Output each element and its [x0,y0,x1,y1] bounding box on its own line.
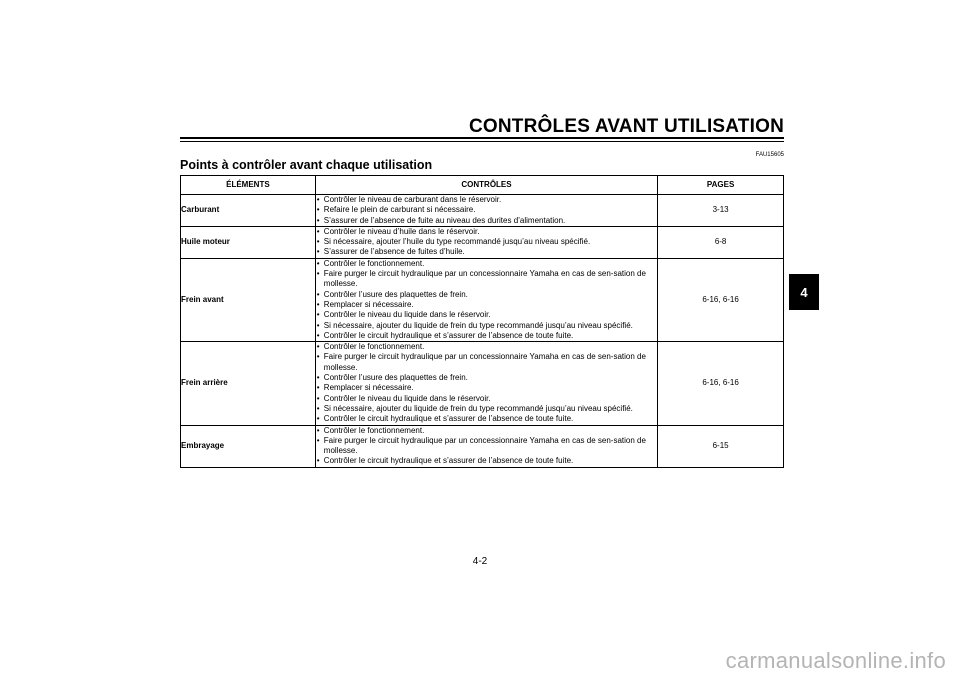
check-item: • Contrôler le fonctionnement. [316,426,657,436]
page-number: 4-2 [472,556,488,567]
row-item-name: Carburant [181,195,316,227]
header-rule-thick [180,137,784,139]
check-item: • Contrôler l’usure des plaquettes de frein. [316,290,657,300]
table-body [181,195,784,468]
row-pages: 6-16, 6-16 [658,342,784,425]
check-list [316,259,657,341]
check-item: • Faire purger le circuit hydraulique par un concessionnaire Yamaha en cas de sen-sation de mollesse. [316,269,657,290]
row-pages: 3-13 [658,195,784,227]
watermark: carmanualsonline.info [725,648,946,673]
check-item: • Si nécessaire, ajouter du liquide de frein du type recommandé jusqu’au niveau spécifié. [316,404,657,414]
row-checks [315,342,657,425]
check-item: • Contrôler le niveau d’huile dans le réservoir. [316,227,657,237]
check-list [316,342,657,424]
check-item: • Contrôler le fonctionnement. [316,342,657,352]
row-pages: 6-15 [658,425,784,467]
check-item: • Remplacer si nécessaire. [316,300,657,310]
table-row [181,342,784,425]
row-item-name: Huile moteur [181,226,316,258]
column-header-pages: PAGES [658,176,784,195]
check-item: • Faire purger le circuit hydraulique par un concessionnaire Yamaha en cas de sen-sation de mollesse. [316,352,657,373]
check-item: • Contrôler le circuit hydraulique et s’assurer de l’absence de toute fuite. [316,456,657,466]
check-item: • Contrôler le circuit hydraulique et s’assurer de l’absence de toute fuite. [316,414,657,424]
check-item: • Si nécessaire, ajouter l’huile du type recommandé jusqu’au niveau spécifié. [316,237,657,247]
check-item: • Contrôler le niveau du liquide dans le réservoir. [316,310,657,320]
row-pages: 6-8 [658,226,784,258]
check-item: • Remplacer si nécessaire. [316,383,657,393]
row-checks [315,226,657,258]
row-item-name: Frein arrière [181,342,316,425]
chapter-tab: 4 [789,274,819,310]
table-row [181,258,784,341]
row-checks [315,425,657,467]
checks-table [180,175,784,468]
check-item: • Contrôler le fonctionnement. [316,259,657,269]
row-item-name: Embrayage [181,425,316,467]
section-title: Points à contrôler avant chaque utilisation [180,158,433,172]
check-item: • S’assurer de l’absence de fuites d’huile. [316,247,657,257]
row-item-name: Frein avant [181,258,316,341]
check-list [316,195,657,226]
page-header-title: CONTRÔLES AVANT UTILISATION [468,116,784,137]
table-row [181,425,784,467]
row-checks [315,195,657,227]
row-checks [315,258,657,341]
header-rule-thin [180,141,784,142]
check-item: • Contrôler l’usure des plaquettes de frein. [316,373,657,383]
row-pages: 6-16, 6-16 [658,258,784,341]
check-item: • S’assurer de l’absence de fuite au niveau des durites d’alimentation. [316,216,657,226]
check-item: • Refaire le plein de carburant si nécessaire. [316,205,657,215]
check-item: • Contrôler le niveau du liquide dans le réservoir. [316,394,657,404]
table-header-row [181,176,784,195]
check-item: • Contrôler le niveau de carburant dans le réservoir. [316,195,657,205]
section-code: FAU15605 [755,152,784,158]
check-list [316,227,657,258]
table-row [181,226,784,258]
check-list [316,426,657,467]
check-item: • Si nécessaire, ajouter du liquide de frein du type recommandé jusqu’au niveau spécifié. [316,321,657,331]
table-row [181,195,784,227]
check-item: • Contrôler le circuit hydraulique et s’assurer de l’absence de toute fuite. [316,331,657,341]
check-item: • Faire purger le circuit hydraulique par un concessionnaire Yamaha en cas de sen-sation de mollesse. [316,436,657,457]
column-header-controls: CONTRÔLES [315,176,657,195]
column-header-elements: ÉLÉMENTS [181,176,316,195]
